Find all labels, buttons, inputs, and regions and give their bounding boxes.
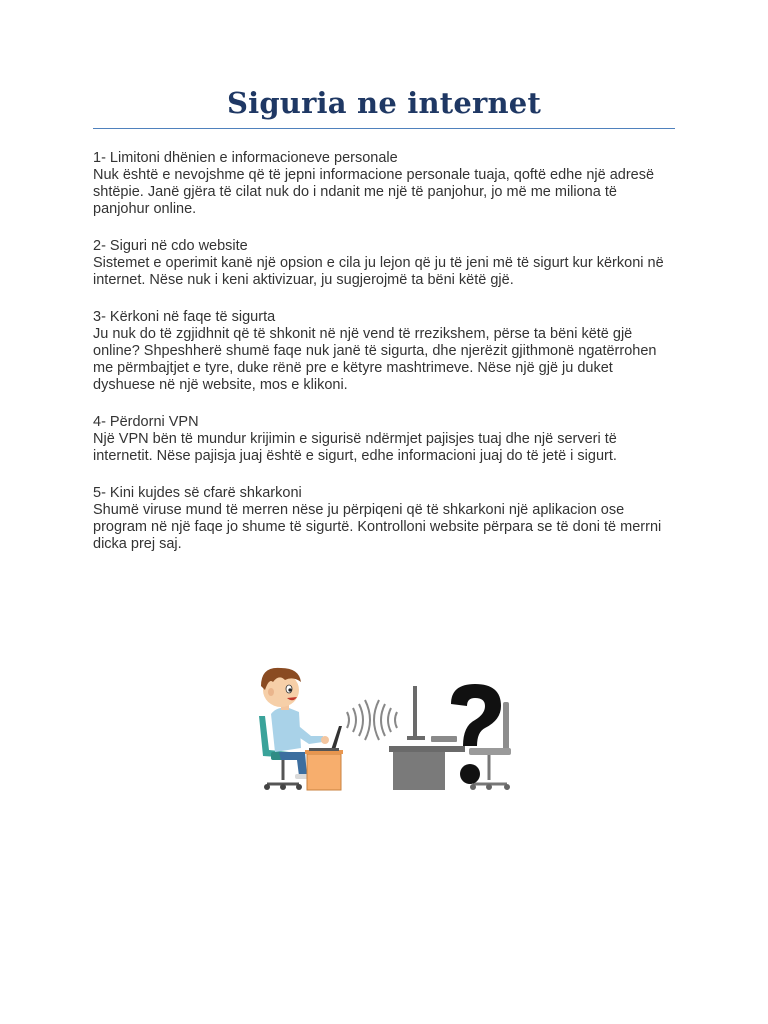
section-4 — [93, 414, 675, 465]
signal-waves-icon — [347, 700, 370, 740]
section-heading: 4- Përdorni VPN — [93, 414, 199, 430]
section-2 — [93, 238, 675, 289]
sections-list — [93, 150, 675, 573]
section-heading: 2- Siguri në cdo website — [93, 238, 248, 254]
section-heading: 5- Kini kujdes së cfarë shkarkoni — [93, 485, 302, 501]
grey-desk-icon — [389, 746, 465, 790]
signal-waves-icon — [374, 700, 397, 740]
computer-monitor-icon — [407, 686, 457, 742]
section-heading: 1- Limitoni dhënien e informacioneve personale — [93, 150, 398, 166]
section-body: Ju nuk do të zgjidhnit që të shkonit në një vend të rrezikshem, përse ta bëni këtë gjë online? Shpeshherë shumë faqe nuk janë të sigurta, dhe njerëzit gjithmonë ngatërrohen me përmbajtjet e tyre, duke rënë pre e këtyre mashtrimeve. Nëse një gjë ju duket dyshuese në një website, mos e klikoni. — [93, 326, 657, 393]
section-5 — [93, 485, 675, 553]
section-body: Shumë viruse mund të merren nëse ju përpiqeni që të shkarkoni një aplikacion ose program në një faqe jo shume të sigurtë. Kontrolloni website përpara se të doni të merrni dicka prej saj. — [93, 502, 662, 552]
boy-at-laptop-illustration-icon — [249, 656, 519, 811]
section-1 — [93, 150, 675, 218]
page-title: Siguria ne internet — [226, 86, 542, 120]
section-3 — [93, 309, 675, 394]
title-underline — [93, 128, 675, 129]
question-mark-icon — [451, 684, 501, 784]
section-body: Një VPN bën të mundur krijimin e sigurisë ndërmjet pajisjes tuaj dhe një serveri të internetit. Nëse pajisja juaj është e sigurt, edhe informacioni juaj do të jetë i sigurt. — [93, 431, 617, 464]
section-body: Nuk është e nevojshme që të jepni informacione personale tuaja, qoftë edhe një adresë shtëpie. Janë gjëra të cilat nuk do i ndanit me një të panjohur, jo më me miliona të panjohur online. — [93, 167, 655, 217]
desk-icon — [305, 750, 343, 790]
section-heading: 3- Kërkoni në faqe të sigurta — [93, 309, 276, 325]
section-body: Sistemet e operimit kanë një opsion e cila ju lejon që ju të jeni më të sigurt kur kërkoni në internet. Nëse nuk i keni aktivizuar, ju sugjerojmë ta bëni këtë gjë. — [93, 255, 664, 288]
